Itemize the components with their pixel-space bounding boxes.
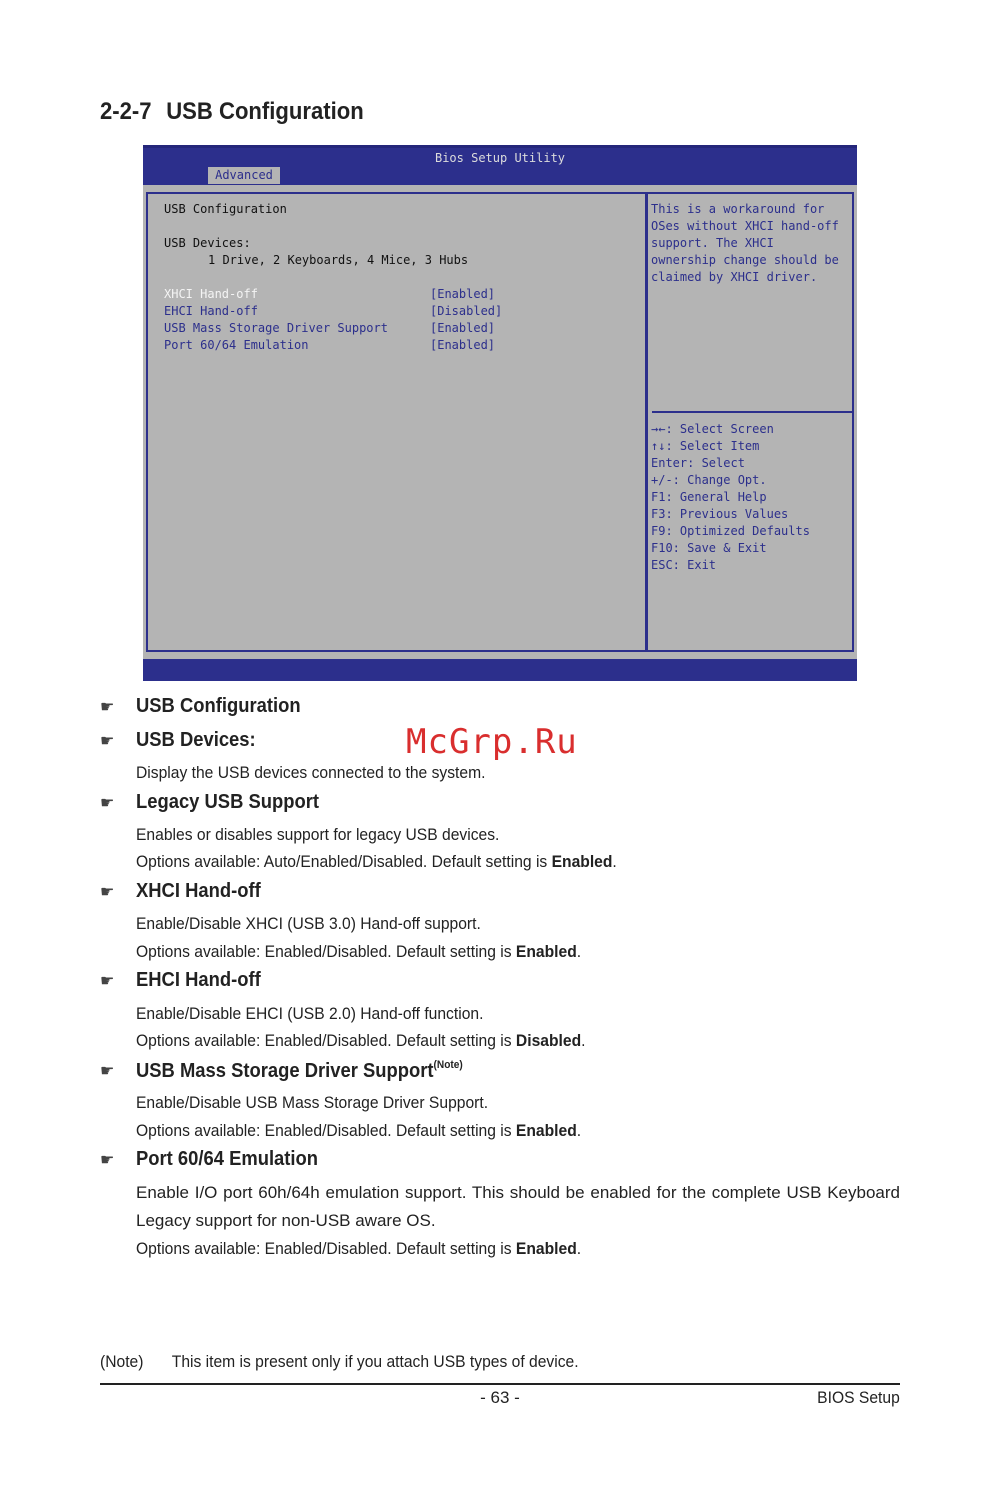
item-description: Enables or disables support for legacy USB devices.: [136, 825, 500, 844]
option-usb-mass-storage-value[interactable]: [Enabled]: [430, 321, 496, 335]
key-legend: [651, 421, 810, 574]
bios-body: [143, 185, 857, 659]
pointing-hand-icon: ☛: [100, 884, 115, 901]
bios-top-line: [143, 145, 857, 148]
tab-advanced[interactable]: Advanced: [208, 167, 280, 184]
period: .: [612, 852, 617, 871]
option-port-6064[interactable]: Port 60/64 Emulation: [164, 338, 309, 352]
item-options: [136, 1239, 581, 1259]
key-item: +/-: Change Opt.: [651, 473, 767, 487]
key-item: F9: Optimized Defaults: [651, 524, 810, 538]
section-title: USB Configuration: [166, 98, 364, 125]
item-description: Display the USB devices connected to the system.: [136, 763, 486, 782]
pointing-hand-icon: ☛: [100, 973, 115, 990]
option-usb-mass-storage[interactable]: USB Mass Storage Driver Support: [164, 321, 388, 335]
options-text: Options available: Enabled/Disabled. Default setting is: [136, 1239, 516, 1258]
default-value: Enabled: [515, 942, 577, 961]
help-line: claimed by XHCI driver.: [651, 270, 818, 284]
key-item: ESC: Exit: [651, 558, 717, 572]
item-title: [136, 1059, 463, 1083]
item-title: Port 60/64 Emulation: [136, 1148, 319, 1170]
key-item: F1: General Help: [651, 490, 767, 504]
pointing-hand-icon: ☛: [100, 795, 115, 812]
options-text: Options available: Enabled/Disabled. Default setting is: [136, 942, 516, 961]
section-heading: [100, 98, 364, 126]
bios-footer-bar: [143, 659, 857, 681]
section-number: 2-2-7: [100, 98, 152, 125]
item-title-text: USB Mass Storage Driver Support: [136, 1060, 434, 1082]
item-title: EHCI Hand-off: [136, 969, 261, 991]
period: .: [581, 1031, 586, 1050]
options-text: Options available: Enabled/Disabled. Default setting is: [136, 1031, 516, 1050]
option-xhci-handoff[interactable]: XHCI Hand-off: [164, 287, 258, 301]
bios-utility-title: Bios Setup Utility: [434, 151, 566, 165]
period: .: [576, 1121, 582, 1140]
bios-screenshot: [143, 145, 857, 681]
key-item: ↑↓: Select Item: [651, 439, 760, 453]
bios-settings-panel: [146, 192, 647, 652]
footnote-label: (Note): [100, 1352, 144, 1371]
item-title: USB Configuration: [136, 695, 301, 717]
option-ehci-handoff[interactable]: EHCI Hand-off: [164, 304, 258, 318]
help-line: support. The XHCI: [651, 236, 774, 250]
options-text: Options available: Auto/Enabled/Disabled. Default setting is: [136, 852, 552, 871]
period: .: [576, 1239, 582, 1258]
item-description: Enable/Disable USB Mass Storage Driver Support.: [136, 1093, 489, 1112]
help-line: This is a workaround for: [651, 202, 825, 216]
period: .: [576, 942, 582, 961]
watermark: McGrp.Ru: [406, 722, 578, 762]
key-item: →←: Select Screen: [651, 422, 774, 436]
item-title: XHCI Hand-off: [136, 880, 261, 902]
default-value: Enabled: [515, 1121, 577, 1140]
usb-devices-label: USB Devices:: [164, 236, 251, 250]
item-options: [136, 1031, 585, 1051]
item-title: Legacy USB Support: [136, 791, 320, 813]
option-port-6064-value[interactable]: [Enabled]: [430, 338, 496, 352]
footer-section: BIOS Setup: [817, 1388, 900, 1407]
item-description-text: Enable I/O port 60h/64h emulation support. This should be enabled for the complete USB Keyboard Legacy support for non-USB aware OS.: [136, 1183, 900, 1230]
default-value: Enabled: [515, 1239, 577, 1258]
default-value: Enabled: [551, 852, 613, 871]
help-text: [651, 201, 849, 286]
options-text: Options available: Enabled/Disabled. Default setting is: [136, 1121, 516, 1140]
item-options: [136, 1121, 581, 1141]
usb-devices-value: 1 Drive, 2 Keyboards, 4 Mice, 3 Hubs: [208, 253, 469, 267]
help-line: ownership change should be: [651, 253, 839, 267]
note-superscript: (Note): [433, 1059, 463, 1071]
item-description: Enable/Disable EHCI (USB 2.0) Hand-off function.: [136, 1004, 484, 1023]
key-item: F3: Previous Values: [651, 507, 789, 521]
default-value: Disabled: [515, 1031, 582, 1050]
pointing-hand-icon: ☛: [100, 1152, 115, 1169]
bios-panel-heading: USB Configuration: [164, 202, 287, 216]
pointing-hand-icon: ☛: [100, 733, 115, 750]
footnote-text: This item is present only if you attach USB types of device.: [171, 1352, 579, 1371]
footer-rule: [100, 1383, 900, 1385]
item-title: USB Devices:: [136, 729, 256, 751]
page-number: - 63 -: [480, 1388, 520, 1407]
item-options: [136, 852, 617, 872]
option-ehci-handoff-value[interactable]: [Disabled]: [430, 304, 503, 318]
bios-help-panel: [646, 192, 854, 652]
key-item: Enter: Select: [651, 456, 745, 470]
footnote: [100, 1352, 579, 1372]
item-description: [136, 1179, 900, 1235]
item-description: Enable/Disable XHCI (USB 3.0) Hand-off support.: [136, 914, 481, 933]
help-divider: [652, 411, 852, 413]
help-line: OSes without XHCI hand-off: [651, 219, 839, 233]
key-item: F10: Save & Exit: [651, 541, 767, 555]
pointing-hand-icon: ☛: [100, 1063, 115, 1080]
item-options: [136, 942, 581, 962]
pointing-hand-icon: ☛: [100, 699, 115, 716]
option-xhci-handoff-value[interactable]: [Enabled]: [430, 287, 496, 301]
